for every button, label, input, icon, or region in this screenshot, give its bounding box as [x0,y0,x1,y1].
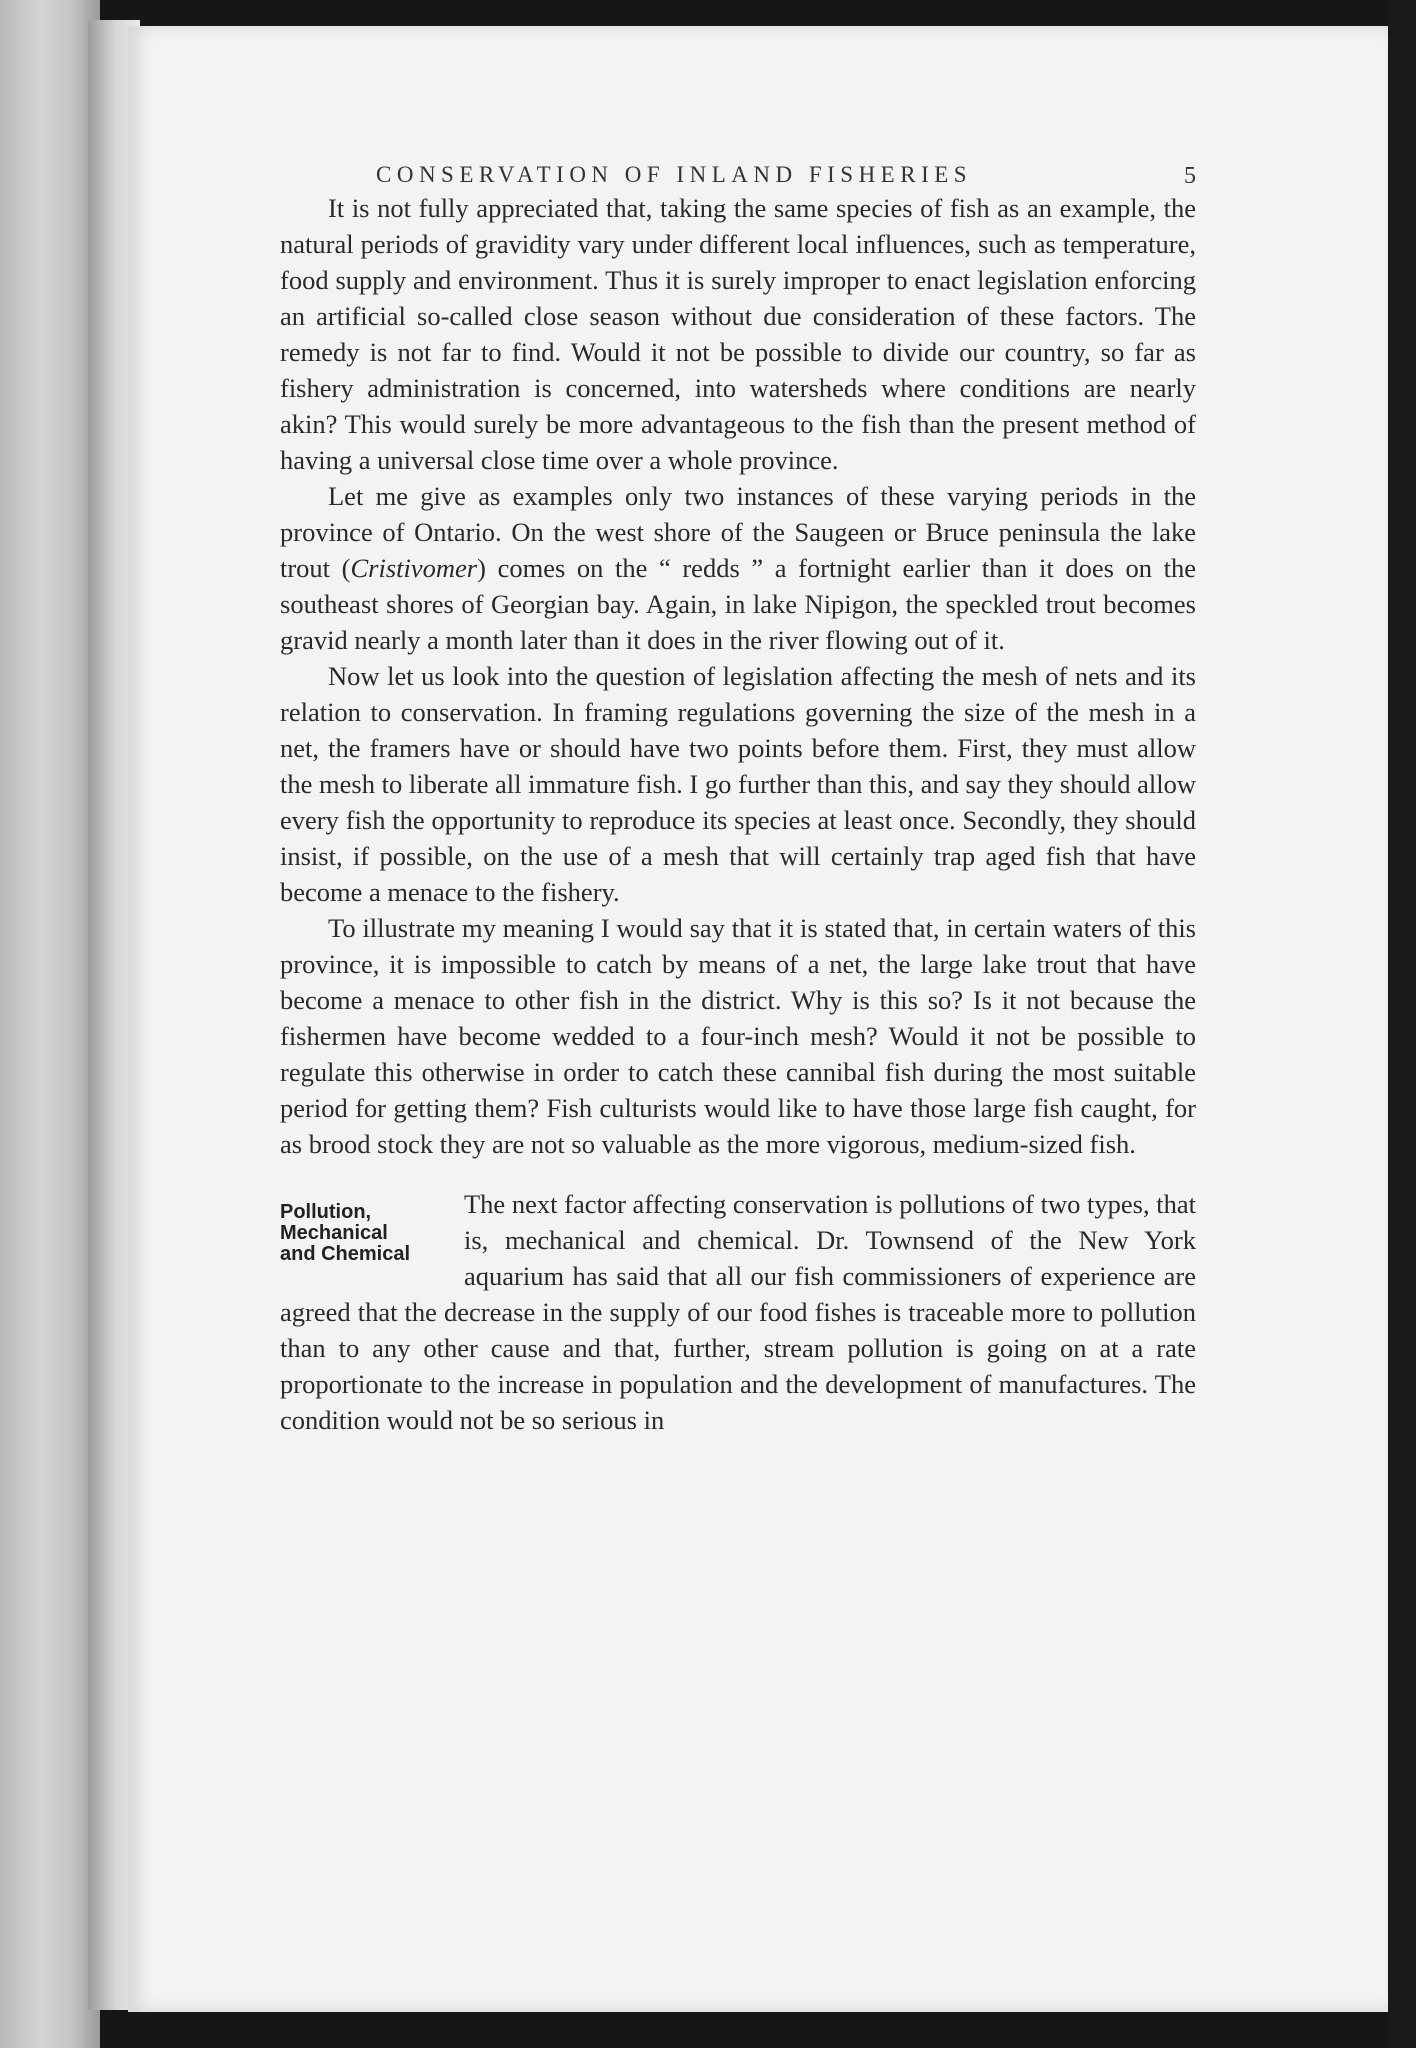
sidenote-line: Pollution, [280,1201,372,1223]
running-title: CONSERVATION OF INLAND FISHERIES [376,162,973,187]
paragraph-illustration: To illustrate my meaning I would say that it is stated that, in certain waters of this province, it is impossible to catch by means of a net, the large lake trout that have become a menace to other fish in the district. Why is this so? Is it not because the fishermen have become wedded to a four-inch mesh? Would it not be possible to regulate this otherwise in order to catch these cannibal fish during the most suitable period for getting them? Fish culturists would like to have those large fish caught, for as brood stock they are not so valuable as the more vigorous, medium-sized fish. [280,913,1196,1159]
page-number: 5 [1184,163,1196,189]
pollution-section [280,1186,1196,1438]
species-name-italic: Cristivomer [350,553,478,583]
sidenote-line: and Chemical [280,1243,411,1265]
scan-border-right [1388,0,1416,2048]
book-binding-edge [0,0,100,2048]
paragraph-ontario-examples [280,478,1196,658]
margin-sidenote [280,1202,440,1265]
running-head [280,150,1196,190]
sidenote-line: Mechanical [280,1222,388,1244]
paragraph-text: ) comes on the “ redds ” a fortnight earlier than it does on the southeast shores of Georgian bay. Again, in lake Nipigon, the speckled trout becomes gravid nearly a month later than it does in the river flowing out of it. [280,553,1197,655]
paragraph-mesh-legislation: Now let us look into the question of legislation affecting the mesh of nets and its relation to conservation. In framing regulations governing the size of the mesh in a net, the framers have or should have two points before them. First, they must allow the mesh to liberate all immature fish. I go further than this, and say they should allow every fish the opportunity to reproduce its species at least once. Secondly, they should insist, if possible, on the use of a mesh that will certainly trap aged fish that have become a menace to the fishery. [280,661,1196,907]
page-content [280,150,1196,1438]
paragraph-pollution: The next factor affecting conservation is pollutions of two types, that is, mechanical and chemical. Dr. Townsend of the New York aquarium has said that all our fish commissioners of experience are agreed that the decrease in the supply of our food fishes is traceable more to pollution than to any other cause and that, further, stream pollution is going on at a rate proportionate to the increase in population and the development of manufactures. The condition would not be so serious in [280,1189,1196,1435]
paragraph-text: Let me give as examples only two instances of these varying periods in the province of Ontario. On the west shore of the Saugeen or Bruce peninsula the lake trout ( [280,481,1196,583]
paragraph-gravidity: It is not fully appreciated that, taking the same species of fish as an example, the natural periods of gravidity vary under different local influences, such as temperature, food supply and environment. Thus it is surely improper to enact legislation enforcing an artificial so-called close season without due consideration of these factors. The remedy is not far to find. Would it not be possible to divide our country, so far as fishery administration is concerned, into watersheds where conditions are nearly akin? This would surely be more advantageous to the fish than the present method of having a universal close time over a whole province. [280,193,1196,475]
